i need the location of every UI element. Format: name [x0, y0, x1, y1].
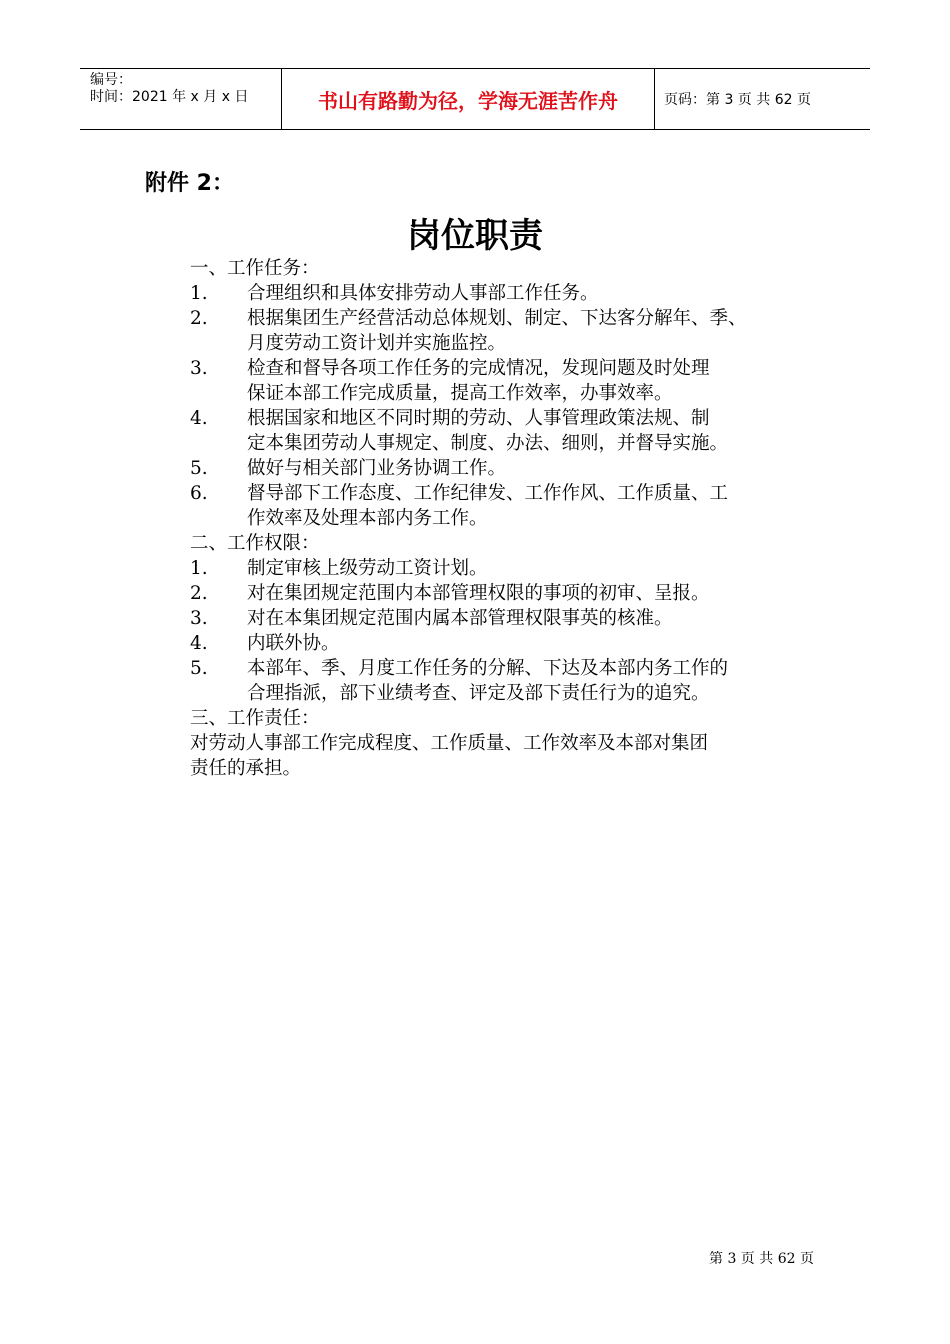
- item-text: 合理组织和具体安排劳动人事部工作任务。: [247, 283, 599, 304]
- item-number: 4.: [190, 633, 208, 654]
- list-item: [190, 456, 830, 481]
- item-text-continued: 保证本部工作完成质量，提高工作效率，办事效率。: [247, 383, 673, 404]
- item-number: 3.: [190, 608, 208, 629]
- list-item: [190, 606, 830, 631]
- list-item: [190, 631, 830, 656]
- item-text: 制定审核上级劳动工资计划。: [247, 558, 488, 579]
- header-motto: 书山有路勤为径，学海无涯苦作舟: [282, 69, 655, 129]
- header-meta-cell: [80, 69, 282, 129]
- item-number: 1.: [190, 283, 208, 304]
- attachment-label: 附件 2：: [145, 171, 234, 196]
- paragraph-line: 责任的承担。: [190, 758, 302, 779]
- list-item: [190, 281, 830, 306]
- page-footer: 第 3 页 共 62 页: [709, 1251, 814, 1267]
- header-table: [80, 68, 870, 130]
- header-page-code: 页码：第 3 页 共 62 页: [664, 92, 811, 108]
- section-heading: 二、工作权限：: [190, 533, 320, 554]
- item-text-continued: 月度劳动工资计划并实施监控。: [247, 333, 507, 354]
- section-heading: 三、工作责任：: [190, 708, 320, 729]
- item-text: 根据集团生产经营活动总体规划、制定、下达客分解年、季、: [247, 308, 747, 329]
- list-item: [190, 306, 830, 331]
- number-label: 编号：: [90, 72, 132, 88]
- list-item: [190, 481, 830, 506]
- item-text: 根据国家和地区不同时期的劳动、人事管理政策法规、制: [247, 408, 710, 429]
- time-label: 时间：2021 年 x 月 x 日: [90, 89, 249, 105]
- page-title: 岗位职责: [407, 216, 543, 256]
- list-item: [190, 356, 830, 381]
- list-item: [190, 581, 830, 606]
- item-text: 检查和督导各项工作任务的完成情况，发现问题及时处理: [247, 358, 710, 379]
- item-number: 1.: [190, 558, 208, 579]
- item-text: 督导部下工作态度、工作纪律发、工作作风、工作质量、工: [247, 483, 729, 504]
- list-item: [190, 656, 830, 681]
- item-number: 4.: [190, 408, 208, 429]
- document-body: [190, 256, 830, 781]
- item-number: 2.: [190, 583, 208, 604]
- item-text-continued: 合理指派，部下业绩考查、评定及部下责任行为的追究。: [247, 683, 710, 704]
- item-number: 2.: [190, 308, 208, 329]
- item-number: 5.: [190, 658, 208, 679]
- item-text: 本部年、季、月度工作任务的分解、下达及本部内务工作的: [247, 658, 729, 679]
- list-item: [190, 406, 830, 431]
- item-number: 6.: [190, 483, 208, 504]
- paragraph-line: 对劳动人事部工作完成程度、工作质量、工作效率及本部对集团: [190, 733, 709, 754]
- item-text: 内联外协。: [247, 633, 340, 654]
- item-number: 5.: [190, 458, 208, 479]
- item-text: 做好与相关部门业务协调工作。: [247, 458, 507, 479]
- list-item: [190, 556, 830, 581]
- item-text: 对在本集团规定范围内属本部管理权限事英的核准。: [247, 608, 673, 629]
- item-text-continued: 作效率及处理本部内务工作。: [247, 508, 488, 529]
- item-text-continued: 定本集团劳动人事规定、制度、办法、细则，并督导实施。: [247, 433, 729, 454]
- section-heading: 一、工作任务：: [190, 258, 320, 279]
- item-text: 对在集团规定范围内本部管理权限的事项的初审、呈报。: [247, 583, 710, 604]
- item-number: 3.: [190, 358, 208, 379]
